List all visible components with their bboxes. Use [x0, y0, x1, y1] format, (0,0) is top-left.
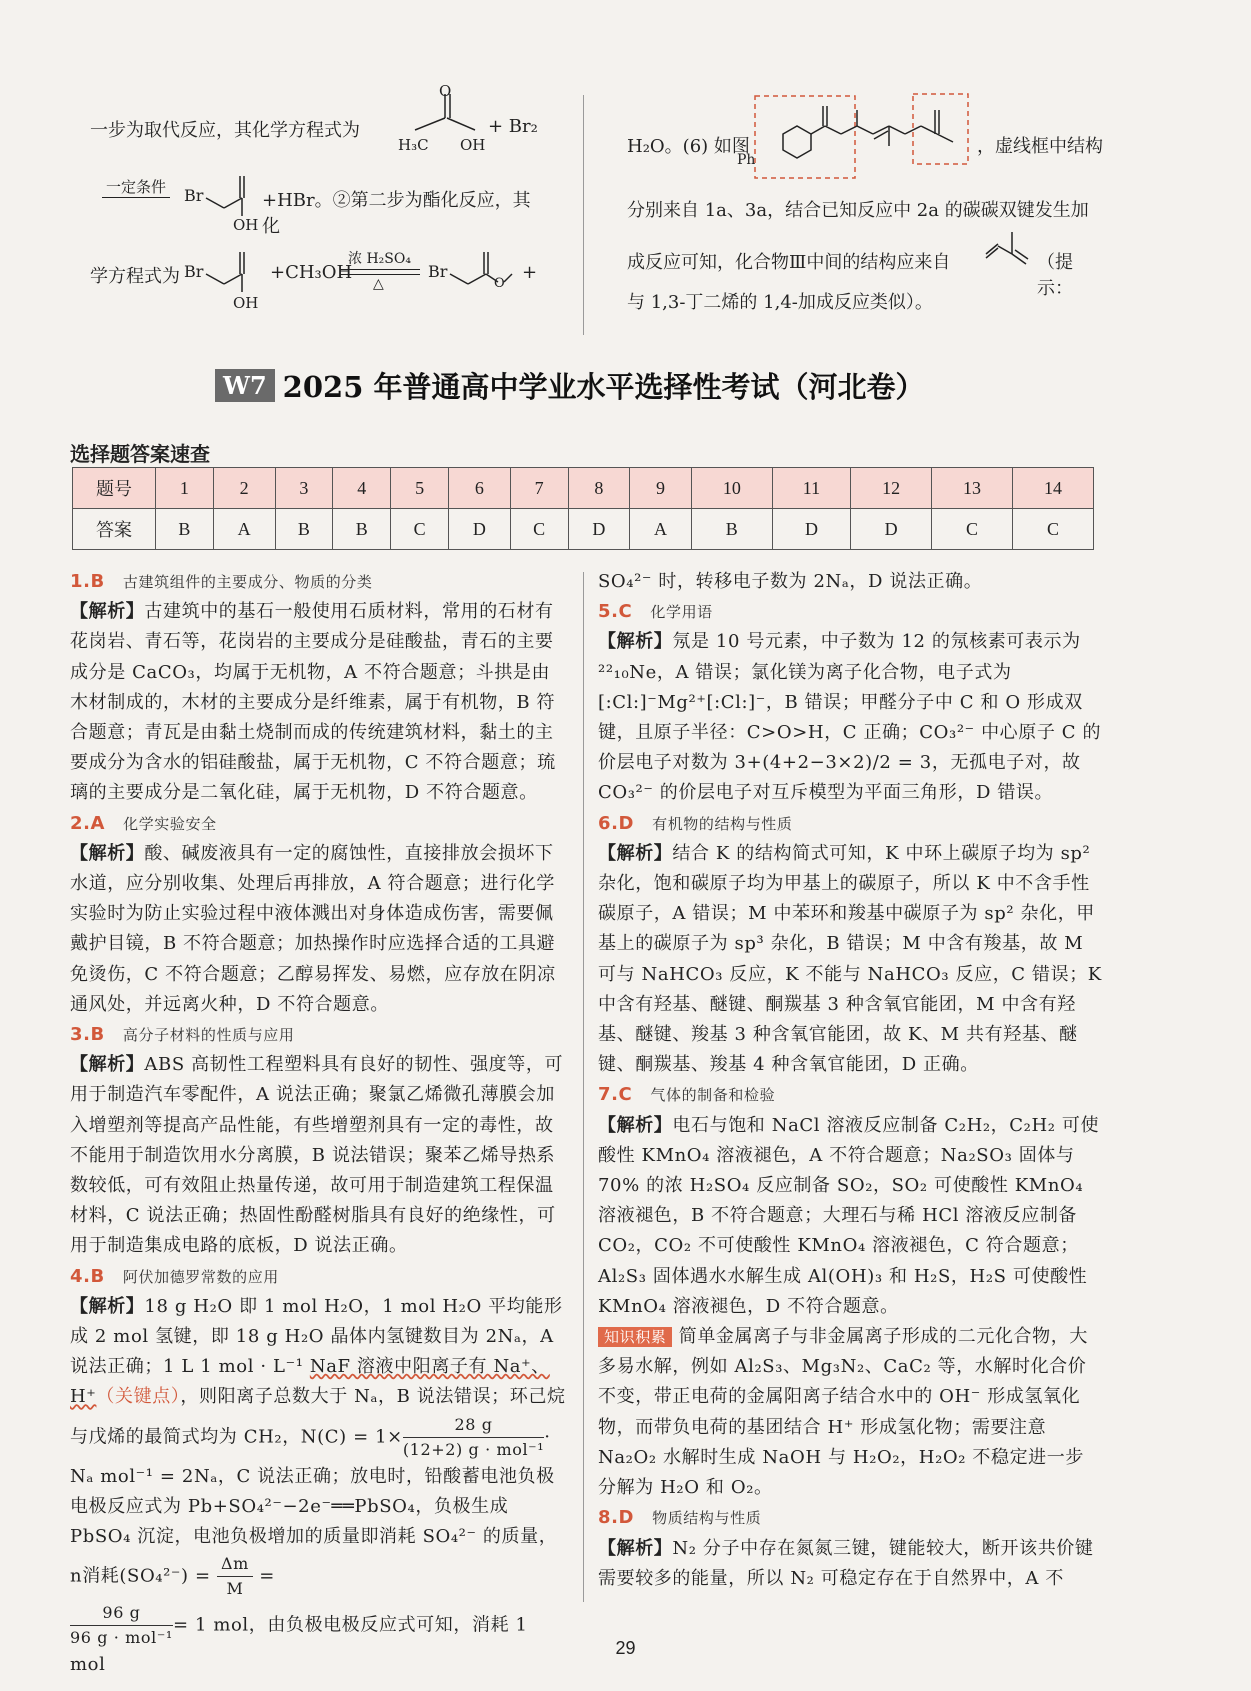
q-number-cell: 4	[333, 468, 391, 509]
analysis-label: 【解析】	[598, 842, 673, 864]
top-column-divider	[583, 95, 584, 335]
answer-cell: D	[568, 509, 630, 550]
q7-header	[598, 1080, 1102, 1110]
q2-topic: 化学实验安全	[123, 814, 217, 833]
chem-br-label: Br	[184, 186, 204, 205]
chem-oh-label-2: OH	[233, 216, 259, 234]
tr-line1-pre: H₂O。(6) 如图	[627, 136, 750, 157]
fraction-numerator: 28 g	[403, 1413, 544, 1438]
q5-analysis	[598, 627, 1102, 808]
q4-key-point: （关键点）	[96, 1386, 181, 1408]
answer-label-cell: 答案	[73, 509, 156, 550]
q4-header	[70, 1262, 568, 1292]
q-number-cell: 7	[510, 468, 568, 509]
fraction-denominator: 96 g · mol⁻¹	[70, 1628, 173, 1648]
answer-cell: B	[333, 509, 391, 550]
q1-body: 古建筑中的基石一般使用石质材料，常用的石材有花岗岩、青石等，花岗岩的主要成分是硅酸盐，青石的主要成分是 CaCO₃，均属于无机物，A 不符合题意；斗拱是由木材制成的，木材的主要成分是纤维素，属于有机物，B 符合题意；青瓦是由黏土烧制而成的传统建筑材料，黏土的主要成分为含水的铝硅酸盐，属于无机物，C 不符合题意；琉璃的主要成分是二氧化硅，属于无机物，D 不符合题意。	[70, 601, 556, 804]
right-column	[598, 567, 1102, 1607]
title-badge: W7	[215, 369, 275, 402]
q4-underlined: NaF 溶液中阳离子有 Na⁺、H⁺	[70, 1356, 550, 1408]
q4-body3: · Nₐ mol⁻¹ = 2Nₐ，C 说法正确；放电时，铅酸蓄电池负极电极反应式为 Pb+SO₄²⁻−2e⁻══PbSO₄，负极生成 PbSO₄ 沉淀，电池负极增加的质量即消耗 SO₄²⁻ 的质量，n消耗(SO₄²⁻) =	[70, 1426, 558, 1587]
q8-body: N₂ 分子中存在氮氮三键，键能较大，断开该共价键需要较多的能量，所以 N₂ 可稳定存在于自然界中，A 不	[598, 1537, 1094, 1589]
tr-line3-post: （提示：	[1037, 252, 1073, 299]
chem-o-label-2: O	[494, 276, 505, 291]
answer-cell: D	[772, 509, 850, 550]
q2-analysis	[70, 839, 568, 1020]
answer-cell: C	[1012, 509, 1093, 550]
q5-header	[598, 597, 1102, 627]
reaction-condition: 一定条件	[102, 176, 170, 198]
q1-header	[70, 567, 568, 597]
left-column	[70, 567, 568, 1676]
q-number-cell: 12	[851, 468, 932, 509]
answer-cell: A	[213, 509, 275, 550]
q4-topic: 阿伏加德罗常数的应用	[122, 1267, 279, 1286]
chem-h3c-label: H₃C	[398, 136, 429, 154]
q4-fraction-2	[217, 1552, 253, 1601]
q-number-cell: 6	[449, 468, 511, 509]
q6-analysis	[598, 839, 1102, 1081]
q-number-cell: 5	[391, 468, 449, 509]
compound-structure-icon	[753, 90, 973, 180]
tr-line4: 与 1,3-丁二烯的 1,4-加成反应类似）。	[627, 292, 933, 313]
q-number-cell: 3	[275, 468, 333, 509]
q7-body: 电石与饱和 NaCl 溶液反应制备 C₂H₂，C₂H₂ 可使酸性 KMnO₄ 溶液褪色，A 不符合题意；Na₂SO₃ 固体与 70% 的浓 H₂SO₄ 反应制备 SO₂，SO₂ 可使酸性 KMnO₄ 溶液褪色，B 不符合题意；大理石与稀 HCl 溶液反应制备 CO₂，CO₂ 不可使酸性 KMnO₄ 溶液褪色，C 符合题意；Al₂S₃ 固体遇水水解生成 Al(OH)₃ 和 H₂S，H₂S 可使酸性 KMnO₄ 溶液褪色，D 不符合题意。	[598, 1114, 1100, 1317]
title-text: 2025 年普通高中学业水平选择性考试（河北卷）	[282, 369, 925, 404]
q5-body: 氖是 10 号元素，中子数为 12 的氖核素可表示为 ²²₁₀Ne，A 错误；氯化镁为离子化合物，电子式为 [:Cl:]⁻Mg²⁺[:Cl:]⁻，B 错误；甲醛分子中 C 和 O 形成双键，且原子半径：C>O>H，C 正确；CO₃²⁻ 中心原子 C 的价层电子对数为 3+(4+2−3×2)/2 = 3，无孤电子对，故 CO₃²⁻ 的价层电子对互斥模型为平面三角形，D 错误。	[598, 631, 1102, 804]
analysis-label: 【解析】	[598, 1114, 673, 1136]
q3-tag: 3.B	[70, 1024, 105, 1046]
tr-line3-pre: 成反应可知，化合物Ⅲ中间的结构应来自	[627, 252, 951, 273]
reaction-arrow	[340, 269, 420, 270]
fraction-numerator: Δm	[217, 1552, 253, 1577]
eq-line2-tail: +HBr。②第二步为酯化反应，其化	[262, 190, 531, 237]
chem-br-label-2: Br	[184, 262, 204, 281]
answer-table-answer-row	[73, 509, 1094, 550]
q2-tag: 2.A	[70, 812, 106, 834]
eq-line1-tail: + Br₂	[488, 116, 538, 137]
answer-cell: B	[156, 509, 214, 550]
ph-label: Ph	[737, 152, 756, 168]
q2-body: 酸、碱废液具有一定的腐蚀性，直接排放会损坏下水道，应分别收集、处理后再排放，A 符合题意；进行化学实验时为防止实验过程中液体溅出对身体造成伤害，需要佩戴护目镜，B 不符合题意；加热操作时应选择合适的工具避免烫伤，C 不符合题意；乙醇易挥发、易燃，应存放在阴凉通风处，并远离火种，D 不符合题意。	[70, 842, 556, 1015]
q4-body5: = 1 mol，由负极电极反应式可知，消耗 1 mol	[70, 1614, 528, 1676]
q4-fraction-1	[403, 1413, 544, 1462]
exam-title	[215, 362, 924, 408]
fraction-denominator: M	[226, 1579, 244, 1599]
q-number-cell: 14	[1012, 468, 1093, 509]
answer-cell: C	[510, 509, 568, 550]
page-number: 29	[615, 1638, 636, 1658]
methyl-bromoacetate-structure-icon	[446, 246, 516, 306]
q8-topic: 物质结构与性质	[652, 1509, 762, 1528]
fraction-numerator: 96 g	[70, 1601, 173, 1626]
answer-table	[72, 467, 1094, 550]
knowledge-box	[598, 1322, 1102, 1503]
q-number-cell: 2	[213, 468, 275, 509]
chem-o-label: O	[439, 82, 452, 100]
answer-cell: A	[630, 509, 692, 550]
q-number-cell: 13	[932, 468, 1013, 509]
tr-line1-post: ，虚线框中结构	[977, 136, 1103, 157]
condition-heat: △	[373, 276, 384, 292]
q6-tag: 6.D	[598, 812, 635, 834]
reaction-arrow-2	[340, 274, 420, 275]
q5-topic: 化学用语	[650, 603, 713, 622]
condition-h2so4: 浓 H₂SO₄	[348, 251, 411, 267]
q3-body: ABS 高韧性工程塑料具有良好的韧性、强度等，可用于制造汽车零配件，A 说法正确；聚氯乙烯微孔薄膜会加入增塑剂等提高产品性能，有些增塑剂具有一定的毒性，故不能用于制造饮用水分离膜，B 说法错误；聚苯乙烯导热系数较低，可有效阻止热量传递，故可用于制造建筑工程保温材料，C 说法正确；热固性酚醛树脂具有良好的绝缘性，可用于制造集成电路的底板，D 说法正确。	[70, 1054, 564, 1257]
answer-cell: D	[851, 509, 932, 550]
q4-body4: =	[252, 1565, 275, 1587]
q7-analysis	[598, 1111, 1102, 1322]
eq-line3: 学方程式为	[90, 266, 180, 287]
q8-analysis	[598, 1534, 1102, 1594]
fraction-denominator: (12+2) g · mol⁻¹	[402, 1439, 545, 1459]
knowledge-label: 知识积累	[598, 1327, 672, 1347]
analysis-label: 【解析】	[70, 601, 145, 623]
q1-tag: 1.B	[70, 571, 105, 592]
q4-tag: 4.B	[70, 1265, 105, 1287]
q6-header	[598, 809, 1102, 839]
analysis-label: 【解析】	[70, 1295, 145, 1317]
q4-body1: 18 g H₂O 即 1 mol H₂O，1 mol H₂O 平均能形成 2 mol 氢键，即 18 g H₂O 晶体内氢键数目为 2Nₐ，A 说法正确；1 L 1 mol · L⁻¹	[70, 1295, 563, 1378]
q3-topic: 高分子材料的性质与应用	[122, 1026, 295, 1045]
q-number-cell: 9	[630, 468, 692, 509]
analysis-label: 【解析】	[70, 1054, 145, 1076]
chem-br-label-3: Br	[428, 262, 448, 281]
chem-oh-label: OH	[460, 136, 486, 154]
isoprene-structure-icon	[982, 224, 1037, 274]
q1-topic: 古建筑组件的主要成分、物质的分类	[122, 573, 373, 591]
tr-line2: 分别来自 1a、3a，结合已知反应中 2a 的碳碳双键发生加	[627, 200, 1089, 221]
knowledge-body: 简单金属离子与非金属离子形成的二元化合物，大多易水解，例如 Al₂S₃、Mg₃N₂、CaC₂ 等，水解时化合价不变，带正电荷的金属阳离子结合水中的 OH⁻ 形成氢氧化物，而带负电荷的基团结合 H⁺ 形成氢化物；需要注意 Na₂O₂ 水解时生成 NaOH 与 H₂O₂，H₂O₂ 不稳定进一步分解为 H₂O 和 O₂。	[598, 1326, 1088, 1499]
answer-cell: B	[691, 509, 772, 550]
q-number-cell: 10	[691, 468, 772, 509]
q4-analysis	[70, 1292, 568, 1681]
q8-header	[598, 1503, 1102, 1533]
answer-table-header-row	[73, 468, 1094, 509]
q4-body2: ，则阳离子总数大于 Nₐ，B 说法错误；环己烷与戊烯的最简式均为 CH₂，N(C) = 1×	[70, 1386, 566, 1448]
top-right-text	[627, 80, 1107, 335]
q8-tag: 8.D	[598, 1507, 635, 1529]
q3-analysis	[70, 1050, 568, 1261]
q-number-cell: 8	[568, 468, 630, 509]
q7-topic: 气体的制备和检验	[650, 1086, 776, 1105]
column-divider	[583, 572, 584, 1602]
analysis-label: 【解析】	[598, 631, 673, 653]
q6-topic: 有机物的结构与性质	[652, 814, 793, 833]
q7-tag: 7.C	[598, 1084, 633, 1106]
q4-continuation: SO₄²⁻ 时，转移电子数为 2Nₐ，D 说法正确。	[598, 571, 983, 592]
answer-cell: C	[391, 509, 449, 550]
q6-body: 结合 K 的结构简式可知，K 中环上碳原子均为 sp² 杂化，饱和碳原子均为甲基上的碳原子，所以 K 中不含手性碳原子，A 错误；M 中苯环和羧基中碳原子为 sp² 杂化，甲基上的碳原子为 sp³ 杂化，B 错误；M 中含有羧基，故 M 可与 NaHCO₃ 反应，K 不能与 NaHCO₃ 反应，C 错误；K 中含有羟基、醚键、酮羰基 3 种含氧官能团，M 中含有羟基、醚键、羧基 3 种含氧官能团，故 K、M 共有羟基、醚键、酮羰基、羧基 4 种含氧官能团，D 正确。	[598, 842, 1102, 1076]
eq-line3-mid: +CH₃OH	[270, 262, 353, 283]
eq-line3-tail: +	[522, 262, 538, 283]
answer-section-heading: 选择题答案速查	[70, 442, 210, 466]
q5-tag: 5.C	[598, 601, 633, 623]
q-number-cell: 1	[156, 468, 214, 509]
q2-header	[70, 809, 568, 839]
analysis-label: 【解析】	[598, 1537, 673, 1559]
answer-cell: D	[449, 509, 511, 550]
chem-oh-label-3: OH	[233, 294, 259, 312]
top-left-equations	[90, 80, 540, 335]
answer-cell: C	[932, 509, 1013, 550]
q3-header	[70, 1020, 568, 1050]
eq-line1: 一步为取代反应，其化学方程式为	[90, 120, 360, 141]
header-label-cell: 题号	[73, 468, 156, 509]
analysis-label: 【解析】	[70, 842, 145, 864]
q-number-cell: 11	[772, 468, 850, 509]
q1-analysis	[70, 597, 568, 808]
answer-cell: B	[275, 509, 333, 550]
